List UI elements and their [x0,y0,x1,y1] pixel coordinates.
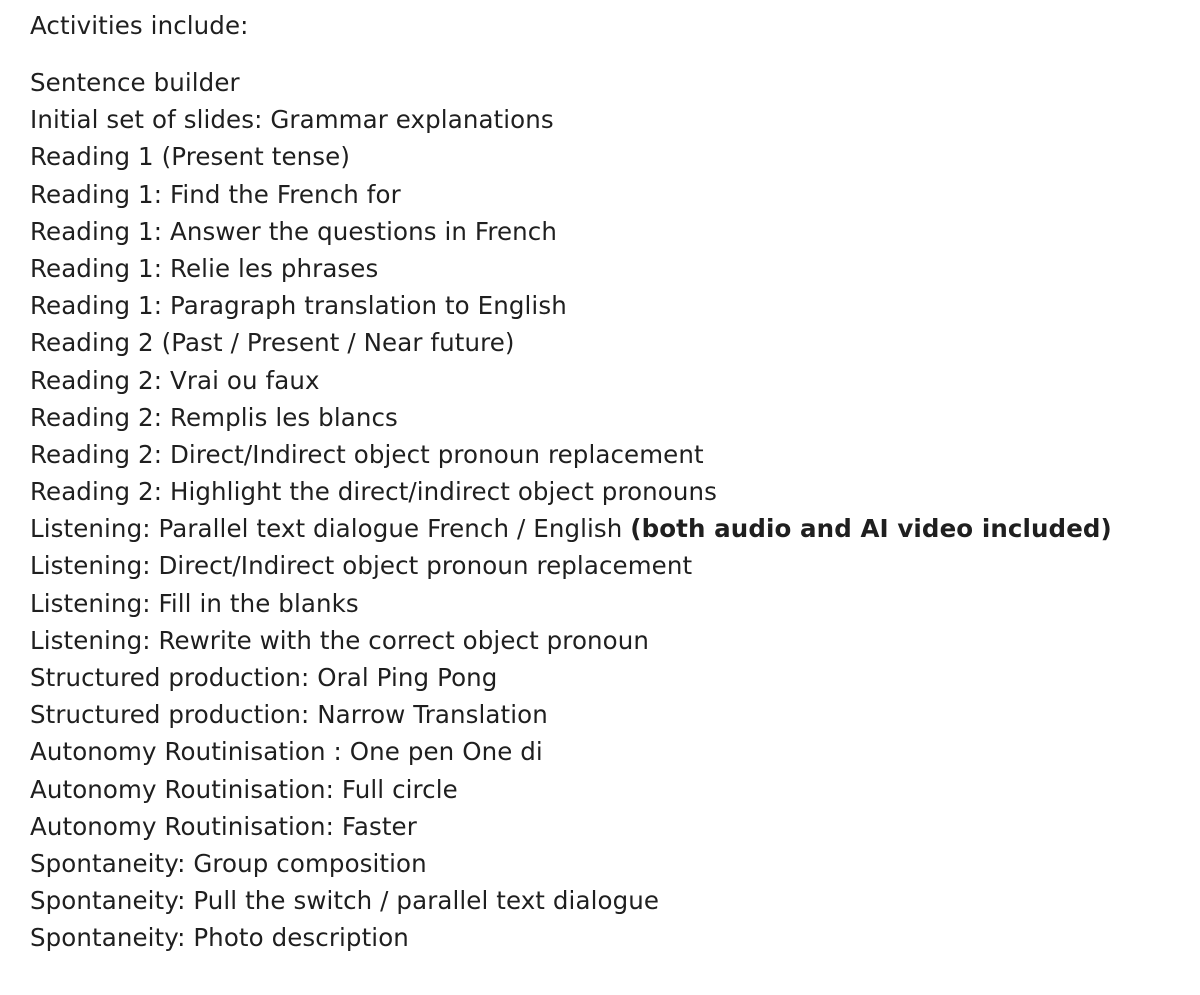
activity-text: Spontaneity: Group composition [30,848,427,878]
activities-heading: Activities include: [30,11,249,40]
activity-item [30,845,1180,882]
activity-item [30,659,1180,696]
activity-item [30,771,1180,808]
activity-text: Listening: Direct/Indirect object pronoun replacement [30,551,693,581]
activity-item [30,882,1180,919]
activity-text: Structured production: Narrow Translation [30,700,548,730]
activity-text: Reading 2: Vrai ou faux [30,365,320,395]
activity-text: Listening: Parallel text dialogue French / English [30,514,631,544]
activity-item [30,64,1180,101]
activity-text: Reading 2: Highlight the direct/indirect object pronouns [30,477,718,507]
activity-item [30,399,1180,436]
activity-item [30,436,1180,473]
activity-item [30,213,1180,250]
activity-text: Structured production: Oral Ping Pong [30,663,498,692]
activity-text: Reading 2: Direct/Indirect object pronoun replacement [30,439,704,469]
document-body [30,8,1180,957]
activity-text: Sentence builder [30,68,240,97]
activity-item [30,176,1180,213]
activity-text: Reading 1: Find the French for [30,179,401,209]
activity-item [30,324,1180,361]
activity-text: Reading 1: Answer the questions in French [30,216,557,246]
activity-text: Autonomy Routinisation : One pen One di [30,737,543,767]
activity-item [30,733,1180,770]
activity-item [30,250,1180,287]
activity-text: Initial set of slides: Grammar explanations [30,105,554,135]
activity-text: Autonomy Routinisation: Full circle [30,774,458,804]
activity-item [30,622,1180,659]
activity-item [30,510,1180,547]
activity-text: Listening: Fill in the blanks [30,588,359,618]
activity-text: Spontaneity: Pull the switch / parallel text dialogue [30,886,660,916]
activity-item [30,808,1180,845]
activity-item [30,101,1180,138]
activity-emphasis: (both audio and AI video included) [630,514,1112,544]
activity-text: Spontaneity: Photo description [30,923,409,953]
activity-item [30,138,1180,175]
activity-text: Autonomy Routinisation: Faster [30,811,417,841]
activity-text: Reading 2 (Past / Present / Near future) [30,328,515,358]
activity-item [30,287,1180,324]
activity-item [30,362,1180,399]
activity-text: Reading 1: Paragraph translation to English [30,291,567,321]
activity-text: Reading 2: Remplis les blancs [30,402,398,432]
activity-item [30,547,1180,584]
activity-text: Listening: Rewrite with the correct object pronoun [30,625,650,655]
activity-text: Reading 1: Relie les phrases [30,253,379,283]
activity-item [30,919,1180,956]
activity-item [30,585,1180,622]
activity-item [30,473,1180,510]
activity-item [30,696,1180,733]
activity-list [30,64,1180,957]
activity-text: Reading 1 (Present tense) [30,142,350,172]
